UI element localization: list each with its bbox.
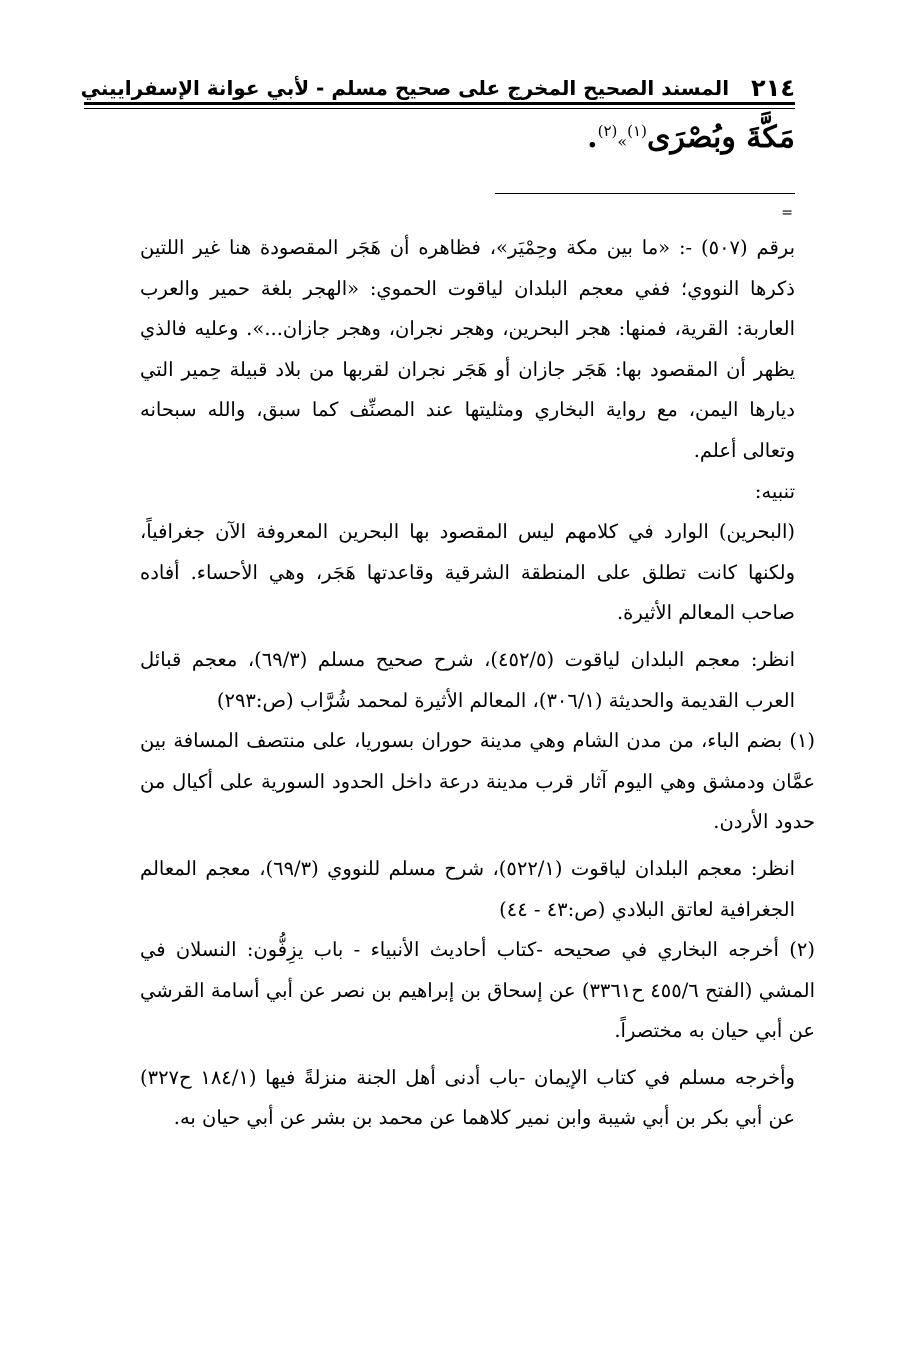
footnote-ref-1: (١) [627, 122, 647, 140]
closing-quote: » [617, 132, 628, 151]
footnote-ref-2: (٢) [597, 122, 618, 140]
end-period: . [587, 120, 598, 155]
footnote-2-body [140, 930, 815, 1052]
page-number: ٢١٤ [751, 74, 795, 102]
footnote-2-text: أخرجه البخاري في صحيحه -كتاب أحاديث الأنبياء - باب يزِفُّون: النسلان في المشي (الفتح ٤٥٥/٦ ح٣٣٦١) عن إسحاق بن إبراهيم بن نصر عن أبي أسامة القرشي عن أبي حيان به مختصراً. [140, 938, 816, 1043]
footnote-1 [140, 721, 815, 930]
footnote-continued-paragraph-2: (البحرين) الوارد في كلامهم ليس المقصود بها البحرين المعروفة الآن جغرافياً، ولكنها كانت تطلق على المنطقة الشرقية وقاعدتها هَجَر، وهي الأحساء. أفاده صاحب المعالم الأثيرة. [140, 520, 795, 625]
footnote-1-text: بضم الباء، من مدن الشام وهي مدينة حوران بسوريا، على منتصف المسافة بين عمَّان ودمشق وهي اليوم آثار قرب مدينة درعة داخل الحدود السورية على أكيال من حدود الأردن. [140, 729, 815, 834]
footnote-1-marker: (١) [789, 729, 816, 753]
continuation-mark: = [781, 205, 793, 221]
footnote-continued-paragraph-1: برقم (٥٠٧) -: «ما بين مكة وحِمْيَر»، فظاهره أن هَجَر المقصودة هنا غير اللتين ذكرها النووي؛ ففي معجم البلدان لياقوت الحموي: «الهجر بلغة حمير والعرب العاربة: القرية، فمنها: هجر البحرين، وهجر نجران، وهجر جازان...». وعليه فالذي يظهر أن المقصود بها: هَجَر جازان أو هَجَر نجران لقربها من بلاد قبيلة حِمير التي ديارها اليمن، مع رواية البخاري ومثليتها عند المصنِّف كما سبق، والله سبحانه وتعالى أعلم. [140, 236, 795, 462]
main-text-line [587, 120, 795, 155]
main-text: مَكَّةَ وبُصْرَى [646, 120, 795, 155]
footnote-1-body [140, 721, 815, 843]
footnote-1-references: انظر: معجم البلدان لياقوت (٥٢٢/١)، شرح مسلم للنووي (٦٩/٣)، معجم المعالم الجغرافية لعاتق البلادي (ص:٤٣ - ٤٤) [140, 856, 795, 921]
header-rule-thin [84, 108, 795, 109]
running-header [80, 72, 795, 104]
footnote-2-marker: (٢) [789, 938, 815, 962]
footnote-2-text-2: وأخرجه مسلم في كتاب الإيمان -باب أدنى أهل الجنة منزلةً فيها (١٨٤/١ ح٣٢٧) عن أبي بكر بن أبي شيبة وابن نمير كلاهما عن محمد بن بشر عن أبي حيان به. [140, 1065, 795, 1130]
footnote-separator [495, 193, 795, 194]
running-title: المسند الصحيح المخرج على صحيح مسلم - لأبي عوانة الإسفراييني [80, 76, 730, 100]
footnote-2 [140, 930, 815, 1139]
footnote-continued-references: انظر: معجم البلدان لياقوت (٤٥٢/٥)، شرح صحيح مسلم (٦٩/٣)، معجم قبائل العرب القديمة والحديثة (٣٠٦/١)، المعالم الأثيرة لمحمد شُرَّاب (ص:٢٩٣) [140, 647, 796, 712]
note-heading: تنبيه: [754, 479, 795, 503]
footnotes-section [140, 228, 816, 1139]
header-rule-thick [84, 102, 795, 105]
